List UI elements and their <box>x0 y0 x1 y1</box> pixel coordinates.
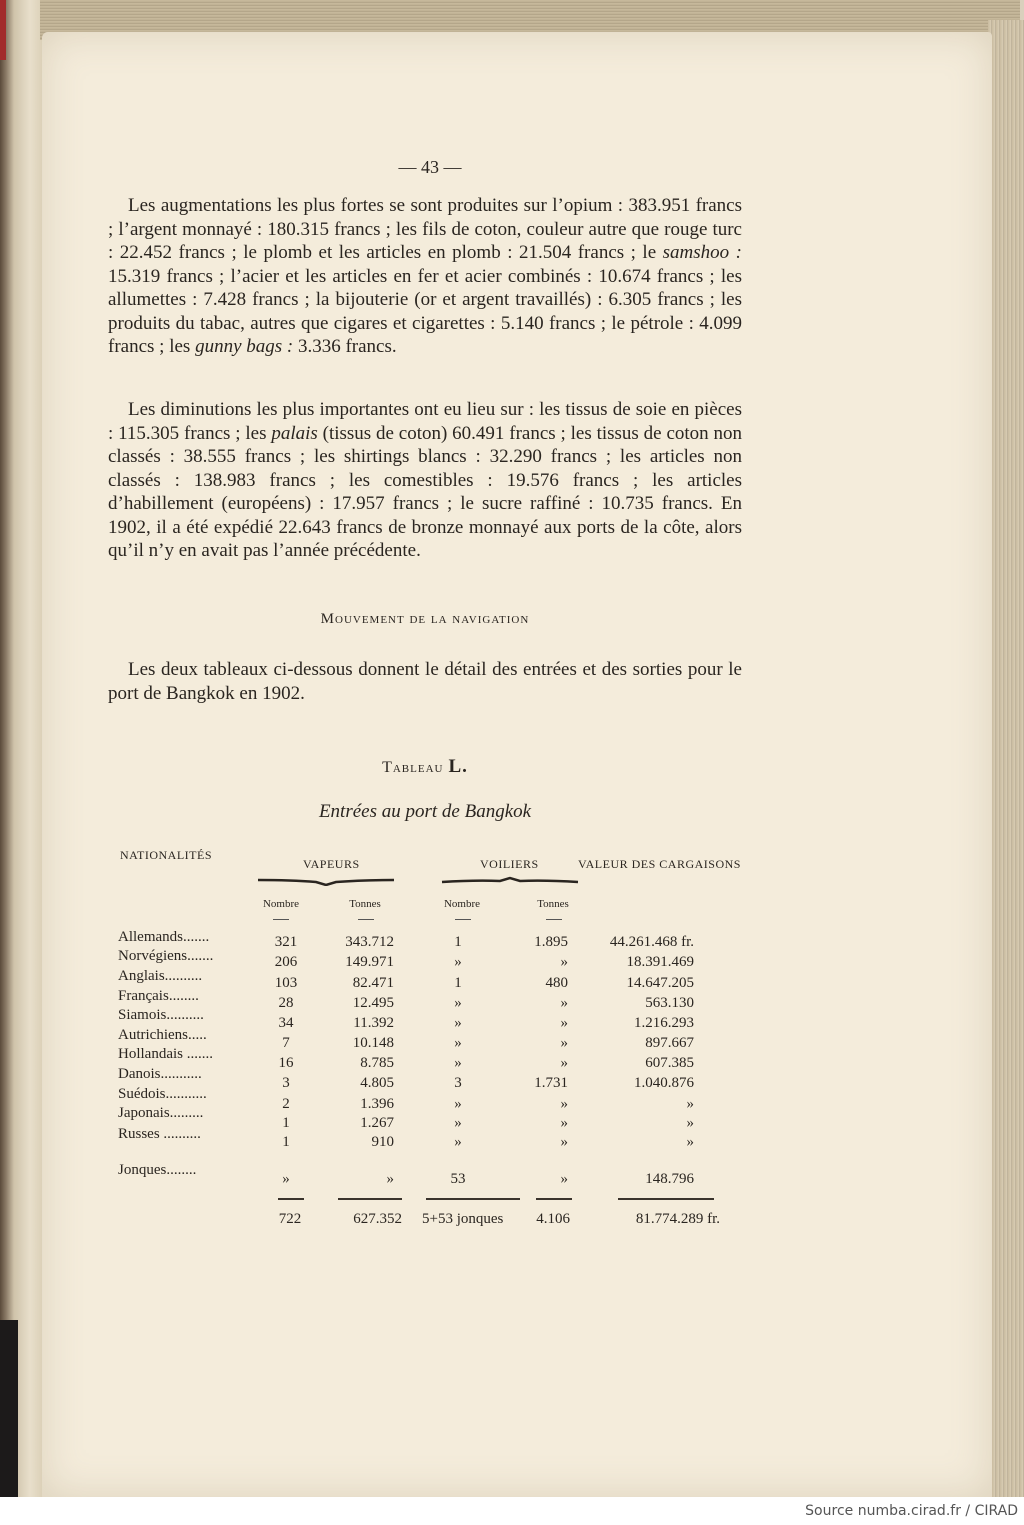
row-cell-val: » <box>686 1115 694 1131</box>
total-vapeurs-nombre: 722 <box>278 1211 302 1227</box>
row-cell-wn: » <box>454 995 462 1011</box>
row-nationalite: Danois........... <box>118 1066 202 1082</box>
row-nationalite: Anglais.......... <box>118 968 203 984</box>
row-cell-val: 1.216.293 <box>634 1015 694 1031</box>
row-cell-vn: 103 <box>274 975 298 991</box>
row-cell-wt: » <box>560 1035 568 1051</box>
right-page-edges <box>988 20 1024 1497</box>
row-cell-val: » <box>686 1134 694 1150</box>
row-nationalite: Suédois........... <box>118 1086 207 1102</box>
row-nationalite: Japonais......... <box>118 1105 204 1121</box>
row-cell-wt: » <box>560 1096 568 1112</box>
dash-2 <box>358 919 374 920</box>
row-cell-wt: 1.731 <box>534 1075 568 1091</box>
header-voiliers: VOILIERS <box>480 857 539 871</box>
row-cell-wn: 53 <box>450 1171 466 1187</box>
subheader-voiliers-tonnes: Tonnes <box>537 898 569 910</box>
row-cell-vn: 34 <box>278 1015 294 1031</box>
row-cell-wn: » <box>454 1035 462 1051</box>
row-cell-vt: » <box>386 1171 394 1187</box>
row-nationalite: Siamois.......... <box>118 1007 204 1023</box>
row-cell-vt: 1.267 <box>360 1115 394 1131</box>
row-cell-vt: 149.971 <box>345 954 394 970</box>
row-cell-vn: 28 <box>278 995 294 1011</box>
row-cell-wn: » <box>454 1115 462 1131</box>
p1-text-c: 3.336 francs. <box>293 336 397 357</box>
row-cell-vt: 1.396 <box>360 1096 394 1112</box>
p1-text-a: Les augmentations les plus fortes se sont produites sur l’opium : 383.951 francs ; l’argent monnayé : 180.315 francs ; les fils de coton, couleur autre que rouge turc : 22.452 francs ; le plomb et les articles en plomb : 21.504 francs ; le <box>108 195 742 263</box>
header-nationalites: NATIONALITÉS <box>120 848 212 862</box>
row-cell-vt: 910 <box>371 1134 394 1150</box>
row-cell-wt: » <box>560 1015 568 1031</box>
header-vapeurs: VAPEURS <box>303 857 360 871</box>
row-cell-vt: 8.785 <box>360 1055 394 1071</box>
subheader-voiliers-nombre: Nombre <box>443 898 481 910</box>
subheader-vapeurs-tonnes: Tonnes <box>349 898 381 910</box>
row-cell-vn: 2 <box>282 1096 290 1112</box>
dash-1 <box>273 919 289 920</box>
row-cell-wn: 1 <box>454 975 462 991</box>
row-cell-vn: 7 <box>282 1035 290 1051</box>
row-cell-val: 1.040.876 <box>634 1075 694 1091</box>
page-number: — 43 — <box>398 157 462 177</box>
row-cell-wt: » <box>560 1134 568 1150</box>
dash-3 <box>455 919 471 920</box>
p1-italic-gunny: gunny bags : <box>195 336 294 357</box>
paragraph-augmentations <box>108 194 742 359</box>
row-cell-wt: » <box>560 1115 568 1131</box>
row-nationalite: Français........ <box>118 988 199 1004</box>
dash-4 <box>546 919 562 920</box>
p2-italic-palais: palais <box>271 422 318 444</box>
voiliers-brace <box>440 876 580 886</box>
row-cell-val: 14.647.205 <box>626 975 694 991</box>
row-cell-wt: » <box>560 954 568 970</box>
row-cell-vt: 12.495 <box>352 995 394 1011</box>
left-page-edge <box>0 0 46 1497</box>
total-voiliers-nombre: 5+53 jonques <box>422 1211 504 1227</box>
row-nationalite: Russes .......... <box>118 1126 201 1142</box>
row-cell-wn: 3 <box>454 1075 462 1091</box>
row-cell-vn: 206 <box>274 954 298 970</box>
row-cell-wt: 1.895 <box>534 934 568 950</box>
p2-text-a: Les diminutions les plus importantes ont eu lieu sur : les tissus de soie en pièces : 115.305 francs ; les <box>108 399 742 444</box>
row-cell-wn: 1 <box>454 934 462 950</box>
vapeurs-brace <box>256 876 396 886</box>
row-cell-val: 44.261.468 fr. <box>609 934 694 950</box>
total-rule-5 <box>618 1198 714 1200</box>
row-cell-vt: 82.471 <box>352 975 394 991</box>
row-cell-vt: 10.148 <box>352 1035 394 1051</box>
row-cell-wt: » <box>560 1171 568 1187</box>
source-credit: Source numba.cirad.fr / CIRAD <box>805 1503 1018 1519</box>
total-rule-4 <box>536 1198 572 1200</box>
binding-dark-edge <box>0 1320 18 1497</box>
total-rule-3 <box>426 1198 520 1200</box>
row-nationalite: Autrichiens..... <box>118 1027 207 1043</box>
row-cell-vn: 1 <box>282 1134 290 1150</box>
p1-italic-samshoo: samshoo : <box>662 242 742 263</box>
total-valeur: 81.774.289 fr. <box>635 1211 720 1227</box>
p1-text-b: 15.319 francs ; l’acier et les articles en fer et acier combinés : 10.674 francs ; les allumettes : 7.428 francs ; la bijouterie (or et argent travaillés) : 6.305 francs ; les produits du tabac, autres que cigares et cigarettes : 5.140 francs ; le pétrole : 4.099 francs ; les <box>108 265 742 357</box>
row-cell-val: 607.385 <box>645 1055 694 1071</box>
total-vapeurs-tonnes: 627.352 <box>353 1211 402 1227</box>
row-cell-vn: 321 <box>274 934 298 950</box>
row-nationalite: Hollandais ....... <box>118 1046 213 1062</box>
row-cell-wn: » <box>454 1015 462 1031</box>
row-nationalite: Norvégiens....... <box>118 948 214 964</box>
section-heading: Mouvement de la navigation <box>320 611 530 627</box>
row-cell-wn: » <box>454 1134 462 1150</box>
paragraph-diminutions <box>108 398 742 563</box>
row-cell-val: 18.391.469 <box>626 954 694 970</box>
row-cell-vt: 11.392 <box>353 1015 394 1031</box>
row-cell-wn: » <box>454 954 462 970</box>
header-valeur: VALEUR DES CARGAISONS <box>578 857 741 871</box>
row-cell-vt: 343.712 <box>345 934 394 950</box>
subheader-vapeurs-nombre: Nombre <box>262 898 300 910</box>
table-title-letter: L. <box>448 756 468 777</box>
row-cell-vn: » <box>282 1171 290 1187</box>
row-cell-wn: » <box>454 1055 462 1071</box>
row-cell-wn: » <box>454 1096 462 1112</box>
row-cell-wt: » <box>560 1055 568 1071</box>
row-cell-val: 897.667 <box>645 1035 694 1051</box>
row-cell-val: » <box>686 1096 694 1112</box>
p2-text-b: (tissus de coton) 60.491 francs ; les tissus de coton non classés : 38.555 francs ; les shirtings blancs : 32.290 francs ; les articles non classés : 138.983 francs ; les comestibles : 19.576 francs ; les articles d’habillement (européens) : 17.957 francs ; le sucre raffiné : 10.735 francs. En 1902, il a été expédié 22.643 francs de bronze monnayé aux ports de la côte, alors qu’il n’y en avait pas l’année précédente. <box>108 422 742 561</box>
row-cell-vn: 16 <box>278 1055 294 1071</box>
row-cell-val: 148.796 <box>645 1171 694 1187</box>
table-title-prefix: Tableau <box>382 759 444 776</box>
row-cell-val: 563.130 <box>645 995 694 1011</box>
table-subtitle: Entrées au port de Bangkok <box>318 801 532 822</box>
row-cell-vt: 4.805 <box>360 1075 394 1091</box>
binding-red-edge <box>0 0 6 60</box>
total-rule-2 <box>338 1198 402 1200</box>
row-cell-vn: 3 <box>282 1075 290 1091</box>
row-nationalite: Jonques........ <box>118 1162 197 1178</box>
row-nationalite: Allemands....... <box>118 929 210 945</box>
paragraph-tableaux: Les deux tableaux ci-dessous donnent le détail des entrées et des sorties pour le port de Bangkok en 1902. <box>108 659 742 704</box>
table-title <box>108 756 742 778</box>
row-cell-vn: 1 <box>282 1115 290 1131</box>
total-rule-1 <box>278 1198 304 1200</box>
row-cell-wt: » <box>560 995 568 1011</box>
total-voiliers-tonnes: 4.106 <box>536 1211 570 1227</box>
row-cell-wt: 480 <box>545 975 568 991</box>
